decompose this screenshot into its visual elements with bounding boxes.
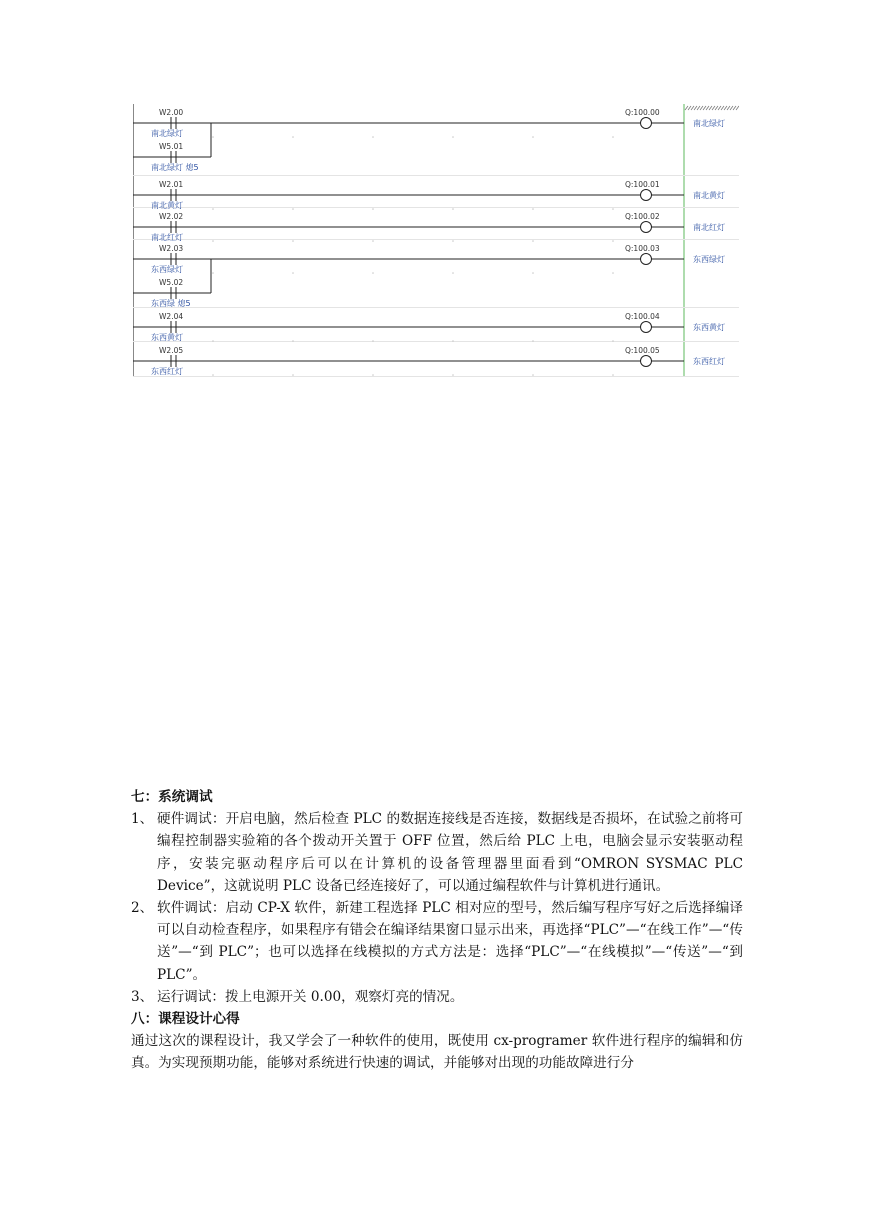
contact-comment: 南北红灯: [151, 233, 183, 242]
contact-comment: 南北黄灯: [151, 201, 183, 210]
grid-dot: [292, 240, 294, 242]
grid-dot: [452, 208, 454, 210]
contact-address: W5.02: [159, 278, 184, 287]
coil-address: Q:100.05: [625, 346, 660, 355]
list-item: [131, 897, 743, 986]
rail-hatch: [691, 106, 694, 110]
coil-address: Q:100.03: [625, 244, 660, 253]
section-8-paragraph: 通过这次的课程设计，我又学会了一种软件的使用，既使用 cx-programer 软件进行程序的编辑和仿真。为实现预期功能，能够对系统进行快速的调试，并能够对出现的功能故障进行分: [131, 1033, 743, 1072]
coil-comment: 南北红灯: [693, 223, 725, 232]
coil-comment: 东西黄灯: [693, 323, 725, 332]
grid-dot: [372, 208, 374, 210]
rail-hatch: [694, 106, 697, 110]
grid-dot: [372, 340, 374, 342]
grid-dot: [212, 374, 214, 376]
grid-dot: [292, 136, 294, 138]
grid-dot: [612, 374, 614, 376]
coil-comment: 东西红灯: [693, 357, 725, 366]
ladder-diagram: [133, 104, 739, 377]
grid-dot: [452, 272, 454, 274]
grid-dot: [532, 240, 534, 242]
grid-dot: [212, 208, 214, 210]
list-number: 3、: [131, 988, 154, 1005]
rail-hatch: [685, 106, 688, 110]
section-8-heading: 八：课程设计心得: [131, 1011, 240, 1028]
rail-hatch: [727, 106, 730, 110]
grid-dot: [612, 340, 614, 342]
grid-dot: [292, 208, 294, 210]
grid-dot: [292, 272, 294, 274]
grid-dot: [372, 240, 374, 242]
contact-comment: 东西绿 熄5: [151, 299, 191, 308]
rail-hatch: [703, 106, 706, 110]
rail-hatch: [736, 106, 739, 110]
coil-address: Q:100.02: [625, 212, 660, 221]
grid-dot: [612, 208, 614, 210]
grid-dot: [372, 272, 374, 274]
coil-address: Q:100.00: [625, 108, 660, 117]
rail-hatch: [721, 106, 724, 110]
rail-hatch: [724, 106, 727, 110]
coil-address: Q:100.04: [625, 312, 660, 321]
grid-dot: [612, 240, 614, 242]
coil-symbol: [641, 356, 652, 367]
document-text: [131, 786, 743, 1075]
contact-address: W2.04: [159, 312, 184, 321]
list-number: 2、: [131, 900, 154, 917]
coil-symbol: [641, 254, 652, 265]
contact-address: W2.01: [159, 180, 184, 189]
grid-dot: [612, 272, 614, 274]
coil-comment: 东西绿灯: [693, 255, 725, 264]
grid-dot: [372, 374, 374, 376]
coil-symbol: [641, 190, 652, 201]
rail-hatch: [688, 106, 691, 110]
contact-comment: 南北绿灯 熄5: [151, 163, 199, 172]
grid-dot: [212, 340, 214, 342]
rail-hatch: [730, 106, 733, 110]
rail-hatch: [706, 106, 709, 110]
coil-address: Q:100.01: [625, 180, 660, 189]
grid-dot: [532, 136, 534, 138]
grid-dot: [292, 340, 294, 342]
rail-hatch: [697, 106, 700, 110]
grid-dot: [212, 272, 214, 274]
list-text: 运行调试：拨上电源开关 0.00，观察灯亮的情况。: [157, 988, 464, 1005]
coil-symbol: [641, 118, 652, 129]
grid-dot: [532, 272, 534, 274]
list-item: [131, 808, 743, 897]
contact-comment: 东西黄灯: [151, 333, 183, 342]
grid-dot: [212, 136, 214, 138]
coil-symbol: [641, 322, 652, 333]
grid-dot: [532, 208, 534, 210]
grid-dot: [452, 136, 454, 138]
grid-dot: [532, 374, 534, 376]
grid-dot: [452, 340, 454, 342]
rail-hatch: [709, 106, 712, 110]
coil-symbol: [641, 222, 652, 233]
grid-dot: [292, 374, 294, 376]
list-text: 软件调试：启动 CP-X 软件，新建工程选择 PLC 相对应的型号，然后编写程序写好之后选择编译可以自动检查程序，如果程序有错会在编译结果窗口显示出来，再选择“PLC”—“在线工作”—“传送”—“到 PLC”；也可以选择在线模拟的方式方法是：选择“PLC”—“在线模拟”—“传送”—“到 PLC”。: [157, 900, 743, 983]
contact-address: W2.00: [159, 108, 184, 117]
section-7-heading: 七：系统调试: [131, 789, 213, 805]
contact-comment: 东西红灯: [151, 367, 183, 376]
grid-dot: [452, 374, 454, 376]
grid-dot: [212, 240, 214, 242]
contact-address: W2.05: [159, 346, 184, 355]
list-number: 1、: [131, 811, 154, 828]
grid-dot: [372, 136, 374, 138]
coil-comment: 南北黄灯: [693, 191, 725, 200]
coil-comment: 南北绿灯: [693, 119, 725, 128]
contact-comment: 南北绿灯: [151, 129, 183, 138]
rail-hatch: [712, 106, 715, 110]
rail-hatch: [700, 106, 703, 110]
list-text: 硬件调试：开启电脑，然后检查 PLC 的数据连接线是否连接，数据线是否损坏，在试验之前将可编程控制器实验箱的各个拨动开关置于 OFF 位置，然后给 PLC 上电，电脑会显示安装驱动程序，安装完驱动程序后可以在计算机的设备管理器里面看到“OMRON SYSMAC PLC Device”，这就说明 PLC 设备已经连接好了，可以通过编程软件与计算机进行通讯。: [157, 811, 743, 894]
list-item: [131, 986, 743, 1008]
grid-dot: [532, 340, 534, 342]
rail-hatch: [718, 106, 721, 110]
contact-comment: 东西绿灯: [151, 265, 183, 274]
rail-hatch: [715, 106, 718, 110]
contact-address: W2.03: [159, 244, 184, 253]
contact-address: W2.02: [159, 212, 184, 221]
rail-hatch: [733, 106, 736, 110]
contact-address: W5.01: [159, 142, 184, 151]
grid-dot: [452, 240, 454, 242]
grid-dot: [612, 136, 614, 138]
